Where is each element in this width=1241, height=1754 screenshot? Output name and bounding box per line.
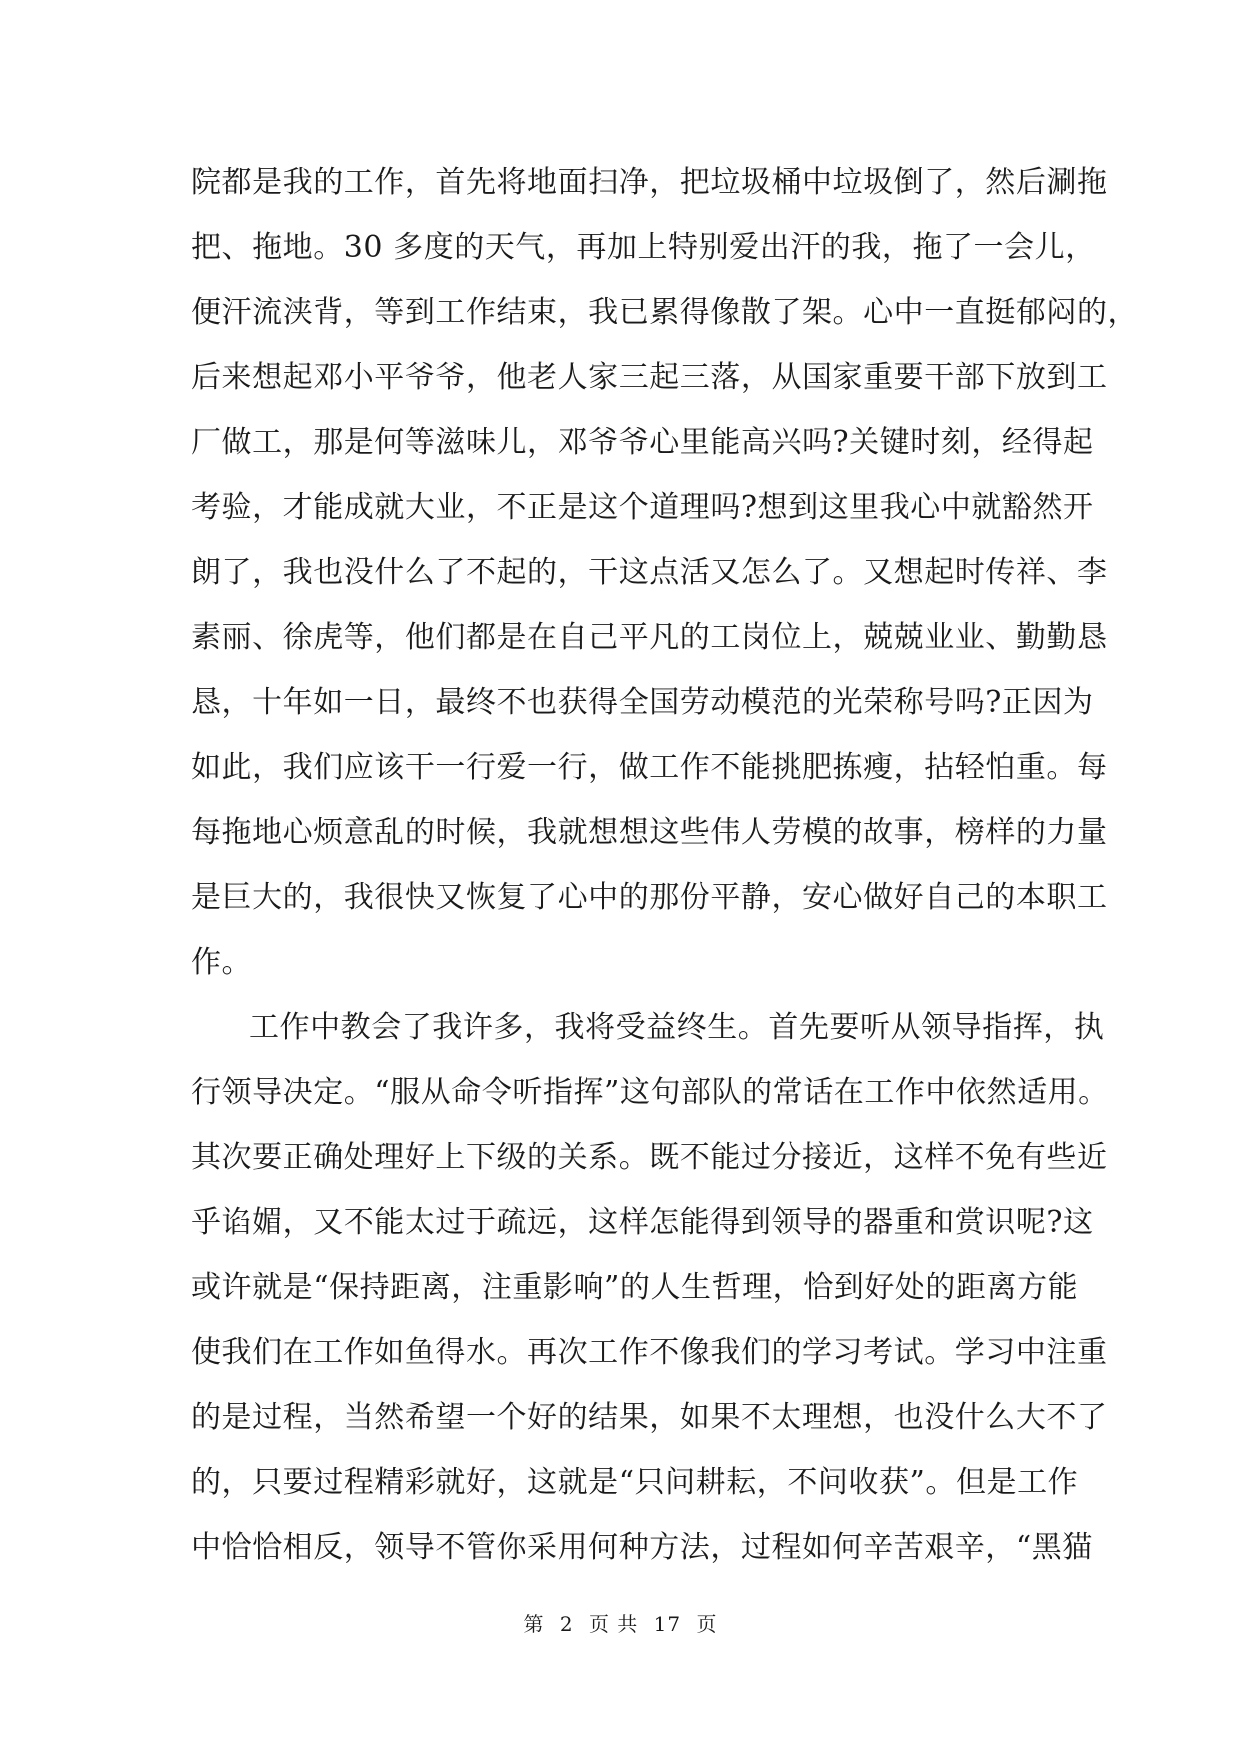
text-line: 或许就是“保持距离，注重影响”的人生哲理，恰到好处的距离方能	[191, 1270, 1079, 1305]
text-line: 后来想起邓小平爷爷，他老人家三起三落，从国家重要干部下放到工	[191, 360, 1108, 395]
text-line: 朗了，我也没什么了不起的，干这点活又怎么了。又想起时传祥、李	[191, 555, 1108, 590]
text-line: 把、拖地。30 多度的天气，再加上特别爱出汗的我，拖了一会儿，	[191, 230, 1096, 265]
text-line: 乎谄媚，又不能太过于疏远，这样怎能得到领导的器重和赏识呢?这	[191, 1205, 1094, 1240]
text-line: 便汗流浃背，等到工作结束，我已累得像散了架。心中一直挺郁闷的，	[191, 295, 1139, 330]
text-line: 如此，我们应该干一行爱一行，做工作不能挑肥拣瘦，拈轻怕重。每	[191, 750, 1108, 785]
text-line: 中恰恰相反，领导不管你采用何种方法，过程如何辛苦艰辛，“黑猫	[191, 1530, 1093, 1565]
text-line: 其次要正确处理好上下级的关系。既不能过分接近，这样不免有些近	[191, 1140, 1108, 1175]
current-page-number: 2	[559, 1612, 574, 1636]
text-line: 恳，十年如一日，最终不也获得全国劳动模范的光荣称号吗?正因为	[191, 685, 1094, 720]
text-line: 每拖地心烦意乱的时候，我就想想这些伟人劳模的故事，榜样的力量	[191, 815, 1108, 850]
footer-prefix: 第	[523, 1612, 545, 1636]
text-line: 作。	[191, 945, 253, 980]
text-line: 考验，才能成就大业，不正是这个道理吗?想到这里我心中就豁然开	[191, 490, 1094, 525]
footer-suffix: 页	[696, 1612, 718, 1636]
body-text	[191, 150, 1139, 1580]
total-pages-number: 17	[653, 1612, 682, 1636]
page-footer	[0, 1608, 1241, 1637]
text-line: 院都是我的工作，首先将地面扫净，把垃圾桶中垃圾倒了，然后涮拖	[191, 165, 1108, 200]
text-line: 使我们在工作如鱼得水。再次工作不像我们的学习考试。学习中注重	[191, 1335, 1108, 1370]
text-line: 的是过程，当然希望一个好的结果，如果不太理想，也没什么大不了	[191, 1400, 1108, 1435]
text-line: 的，只要过程精彩就好，这就是“只问耕耘，不问收获”。但是工作	[191, 1465, 1079, 1500]
text-line: 是巨大的，我很快又恢复了心中的那份平静，安心做好自己的本职工	[191, 880, 1108, 915]
text-line: 厂做工，那是何等滋味儿，邓爷爷心里能高兴吗?关键时刻，经得起	[191, 425, 1094, 460]
paragraph-first-line: 工作中教会了我许多，我将受益终生。首先要听从领导指挥，执	[249, 1010, 1105, 1045]
text-line: 素丽、徐虎等，他们都是在自己平凡的工岗位上，兢兢业业、勤勤恳	[191, 620, 1108, 655]
text-line: 行领导决定。“服从命令听指挥”这句部队的常话在工作中依然适用。	[191, 1075, 1109, 1110]
footer-middle: 页 共	[588, 1612, 639, 1636]
